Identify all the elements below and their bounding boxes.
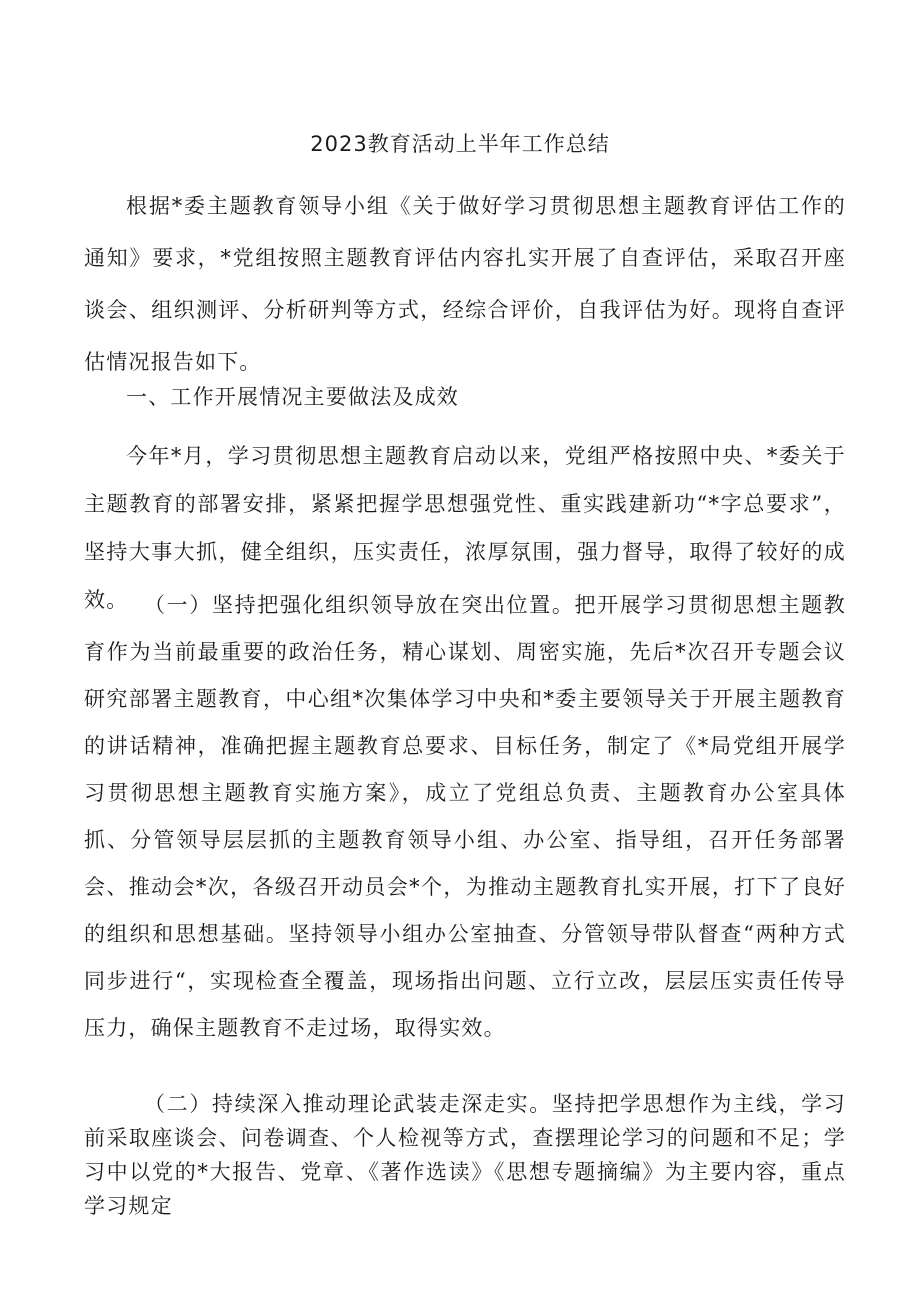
subsection-1-paragraph: （一）坚持把强化组织领导放在突出位置。把开展学习贯彻思想主题教育作为当前最重要的政治任务，精心谋划、周密实施，先后*次召开专题会议研究部署主题教育，中心组*次集体学习中央和*委主要领导关于开展主题教育的讲话精神，准确把握主题教育总要求、目标任务，制定了《*局党组开展学习贯彻思想主题教育实施方案》，成立了党组总负责、主题教育办公室具体抓、分管领导层层抓的主题教育领导小组、办公室、指导组，召开任务部署会、推动会*次，各级召开动员会*个，为推动主题教育扎实开展，打下了良好的组织和思想基础。坚持领导小组办公室抽查、分管领导带队督查“两种方式同步进行“，实现检查全覆盖，现场指出问题、立行立改，层层压实责任传导压力，确保主题教育不走过场，取得实效。 (84, 593, 847, 1040)
intro-paragraph: 根据*委主题教育领导小组《关于做好学习贯彻思想主题教育评估工作的通知》要求，*党组按照主题教育评估内容扎实开展了自查评估，采取召开座谈会、组织测评、分析研判等方式，经综合评价，自我评估为好。现将自查评估情况报告如下。 (84, 194, 846, 374)
overview-paragraph: 今年*月，学习贯彻思想主题教育启动以来，党组严格按照中央、*委关于主题教育的部署安排，紧紧把握学思想强党性、重实践建新功“*字总要求”，坚持大事大抓，健全组织，压实责任，浓厚氛围，强力督导，取得了较好的成效。 (84, 444, 846, 612)
document-title: 2023教育活动上半年工作总结 (310, 132, 610, 156)
subsection-2-paragraph: （二）持续深入推动理论武装走深走实。坚持把学思想作为主线，学习前采取座谈会、问卷调查、个人检视等方式，查摆理论学习的问题和不足；学习中以党的*大报告、党章、《著作选读》《思想专题摘编》为主要内容，重点学习规定 (84, 1092, 846, 1218)
section-heading-1: 一、工作开展情况主要做法及成效 (126, 385, 459, 409)
